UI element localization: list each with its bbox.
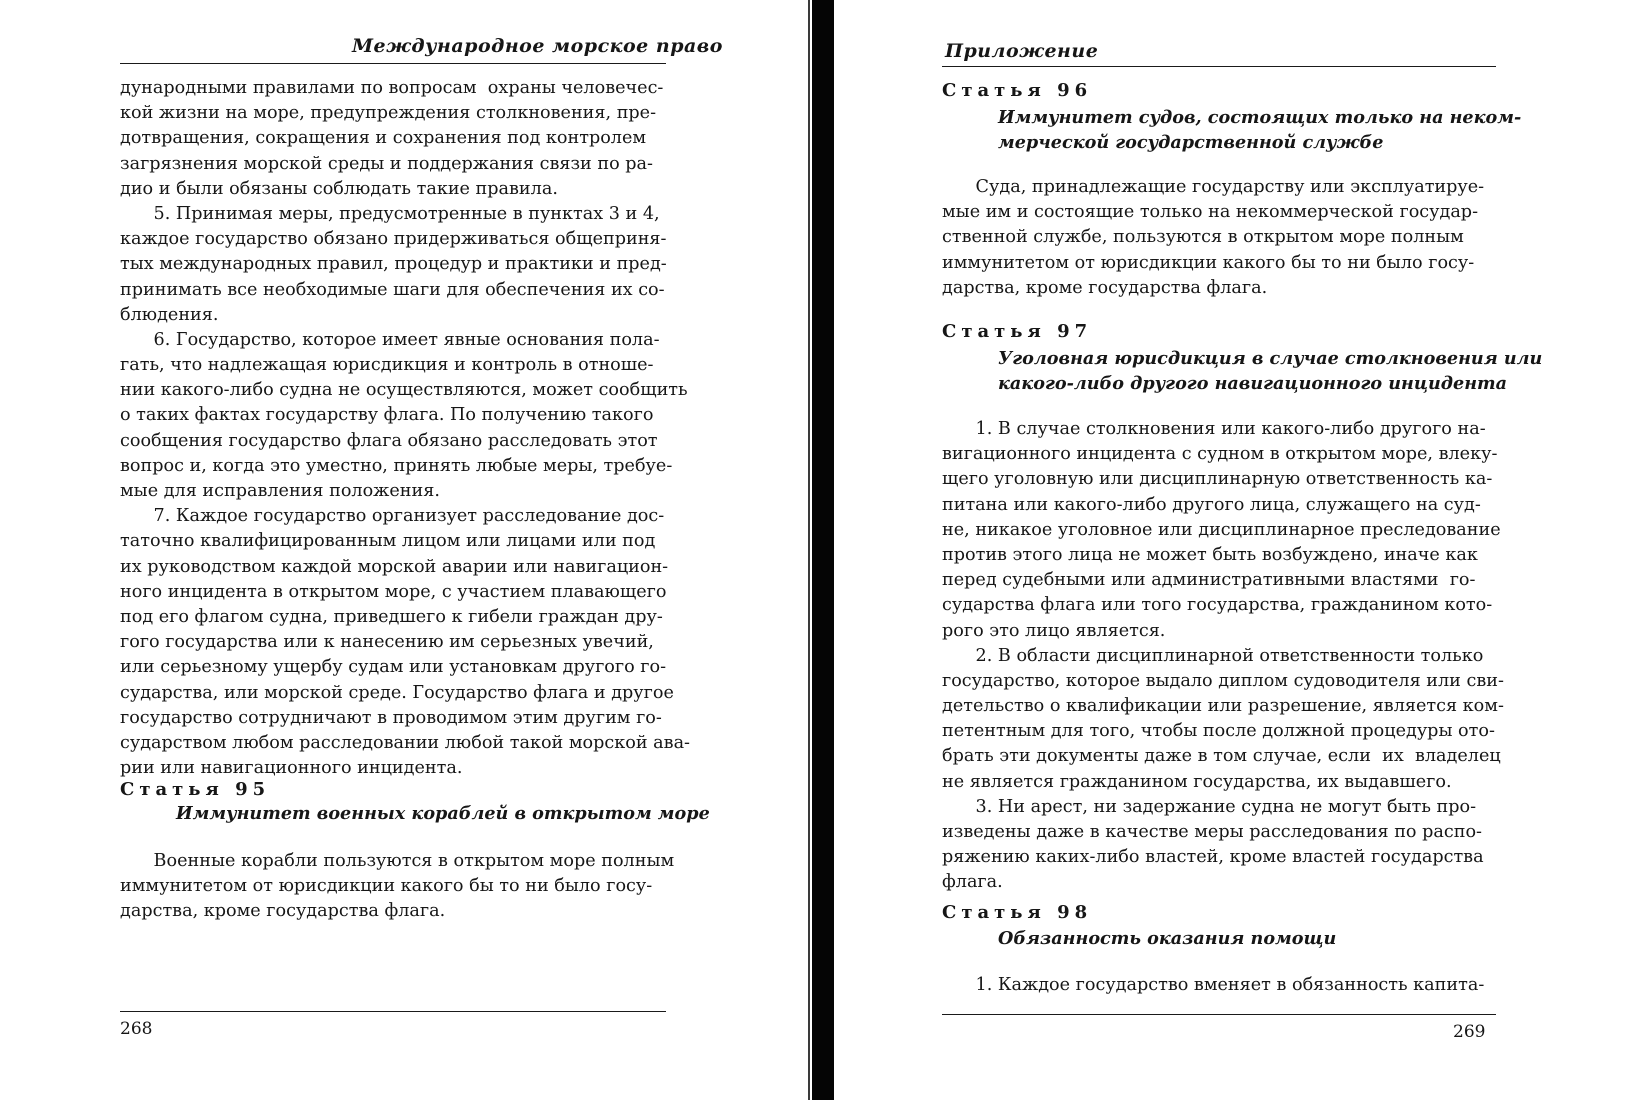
- article-97-body: [942, 417, 1504, 896]
- text-line: Суда, принадлежащие государству или эксплуатируе-: [942, 177, 1485, 197]
- text-line: мые им и состоящие только на некоммерческой государ-: [942, 202, 1479, 223]
- text-line: нии какого-либо судна не осуществляются, может сообщить: [120, 380, 688, 401]
- article-title-line: какого-либо другого навигационного инцидента: [998, 373, 1508, 395]
- text-line: блюдения.: [120, 304, 219, 325]
- text-line: дународными правилами по вопросам охраны человечес-: [120, 78, 664, 98]
- text-line: сообщения государство флага обязано расследовать этот: [120, 430, 658, 451]
- text-line: под его флагом судна, приведшего к гибели граждан дру-: [120, 606, 663, 627]
- text-line: изведены даже в качестве меры расследования по распо-: [942, 822, 1482, 842]
- article-98-body: [942, 973, 1484, 998]
- text-line: дарства, кроме государства флага.: [942, 277, 1268, 298]
- text-line: иммунитетом от юрисдикции какого бы то ни было госу-: [942, 252, 1475, 273]
- text-line: сударства, или морской среде. Государство флага и другое: [120, 682, 674, 703]
- text-line: вопрос и, когда это уместно, принять любые меры, требуе-: [120, 455, 673, 476]
- article-96-label: Статья 96: [942, 80, 1093, 101]
- running-head-right: Приложение: [945, 40, 1099, 62]
- text-line: рии или навигационного инцидента.: [120, 758, 463, 779]
- text-line: тых международных правил, процедур и практики и пред-: [120, 254, 667, 275]
- footer-rule-left: [120, 1011, 666, 1012]
- article-95-body: [120, 849, 674, 925]
- text-line: детельство о квалификации или разрешение, является ком-: [942, 696, 1504, 717]
- book-gutter: [812, 0, 834, 1100]
- text-line: или серьезному ущербу судам или установкам другого го-: [120, 657, 667, 678]
- article-97-label: Статья 97: [942, 321, 1093, 342]
- text-line: дарства, кроме государства флага.: [120, 901, 446, 922]
- text-line: 1. В случае столкновения или какого-либо другого на-: [942, 419, 1486, 439]
- text-line: гать, что надлежащая юрисдикция и контроль в отноше-: [120, 355, 654, 376]
- text-line: ряжению каких-либо властей, кроме властей государства: [942, 847, 1484, 868]
- text-line: 5. Принимая меры, предусмотренные в пунктах 3 и 4,: [120, 203, 660, 224]
- text-line: 7. Каждое государство организует расследование дос-: [120, 506, 665, 527]
- text-line: питана или какого-либо другого лица, служащего на суд-: [942, 494, 1481, 515]
- right-page: [836, 0, 1646, 1100]
- text-line: брать эти документы даже в том случае, если их владелец: [942, 746, 1501, 767]
- article-96-title: [998, 105, 1521, 155]
- text-line: государство сотрудничают в проводимом этим другим го-: [120, 707, 662, 728]
- text-line: их руководством каждой морской аварии или навигацион-: [120, 556, 669, 577]
- page-number-left: 268: [120, 1019, 153, 1039]
- text-line: флага.: [942, 872, 1003, 893]
- article-98-title: [998, 926, 1336, 951]
- article-95-label: Статья 95: [120, 779, 271, 800]
- text-line: принимать все необходимые шаги для обеспечения их со-: [120, 279, 665, 300]
- text-line: сударством любом расследовании любой такой морской ава-: [120, 732, 691, 753]
- footer-rule-right: [942, 1014, 1496, 1015]
- text-line: против этого лица не может быть возбуждено, иначе как: [942, 544, 1478, 565]
- header-rule-left: [120, 63, 666, 64]
- text-line: дио и были обязаны соблюдать такие правила.: [120, 178, 558, 199]
- page-number-right: 269: [1453, 1022, 1486, 1042]
- text-line: иммунитетом от юрисдикции какого бы то ни было госу-: [120, 876, 653, 897]
- text-line: ного инцидента в открытом море, с участием плавающего: [120, 581, 667, 602]
- left-page: [0, 0, 810, 1100]
- running-head-left: Международное морское право: [352, 35, 723, 57]
- text-line: гого государства или к нанесению им серьезных увечий,: [120, 632, 654, 653]
- article-97-title: [998, 346, 1542, 396]
- text-line: загрязнения морской среды и поддержания связи по ра-: [120, 153, 653, 174]
- text-line: дотвращения, сокращения и сохранения под контролем: [120, 128, 647, 149]
- text-line: сударства флага или того государства, гражданином кото-: [942, 595, 1493, 616]
- text-line: не является гражданином государства, их выдавшего.: [942, 771, 1452, 792]
- text-line: таточно квалифицированным лицом или лицами или под: [120, 531, 656, 552]
- text-line: перед судебными или административными властями го-: [942, 570, 1476, 591]
- text-line: Военные корабли пользуются в открытом море полным: [120, 851, 675, 871]
- text-line: 6. Государство, которое имеет явные основания пола-: [120, 329, 660, 350]
- text-line: щего уголовную или дисциплинарную ответственность ка-: [942, 469, 1493, 490]
- text-line: не, никакое уголовное или дисциплинарное преследование: [942, 519, 1501, 540]
- left-main-text: [120, 76, 690, 781]
- article-title-line: Иммунитет военных кораблей в открытом море: [176, 803, 710, 824]
- text-line: кой жизни на море, предупреждения столкновения, пре-: [120, 103, 657, 124]
- article-98-label: Статья 98: [942, 902, 1093, 923]
- article-title-line: мерческой государственной службе: [998, 132, 1384, 154]
- article-title-line: Иммунитет судов, состоящих только на неком-: [998, 107, 1522, 128]
- text-line: рого это лицо является.: [942, 620, 1166, 641]
- text-line: каждое государство обязано придерживаться общеприня-: [120, 229, 667, 250]
- article-95-title: [176, 801, 710, 826]
- text-line: вигационного инцидента с судном в открытом море, влеку-: [942, 444, 1498, 465]
- gutter-edge-left: [808, 0, 810, 1100]
- article-96-body: [942, 175, 1484, 301]
- text-line: 1. Каждое государство вменяет в обязанность капита-: [942, 975, 1485, 995]
- text-line: ственной службе, пользуются в открытом море полным: [942, 227, 1464, 248]
- text-line: 3. Ни арест, ни задержание судна не могут быть про-: [942, 796, 1477, 817]
- text-line: 2. В области дисциплинарной ответственности только: [942, 645, 1484, 666]
- article-title-line: Уголовная юрисдикция в случае столкновения или: [998, 348, 1543, 369]
- header-rule-right: [942, 66, 1496, 67]
- article-title-line: Обязанность оказания помощи: [998, 928, 1337, 949]
- text-line: о таких фактах государству флага. По получению такого: [120, 405, 654, 426]
- text-line: петентным для того, чтобы после должной процедуры ото-: [942, 721, 1495, 742]
- text-line: государство, которое выдало диплом судоводителя или сви-: [942, 670, 1504, 691]
- text-line: мые для исправления положения.: [120, 481, 440, 501]
